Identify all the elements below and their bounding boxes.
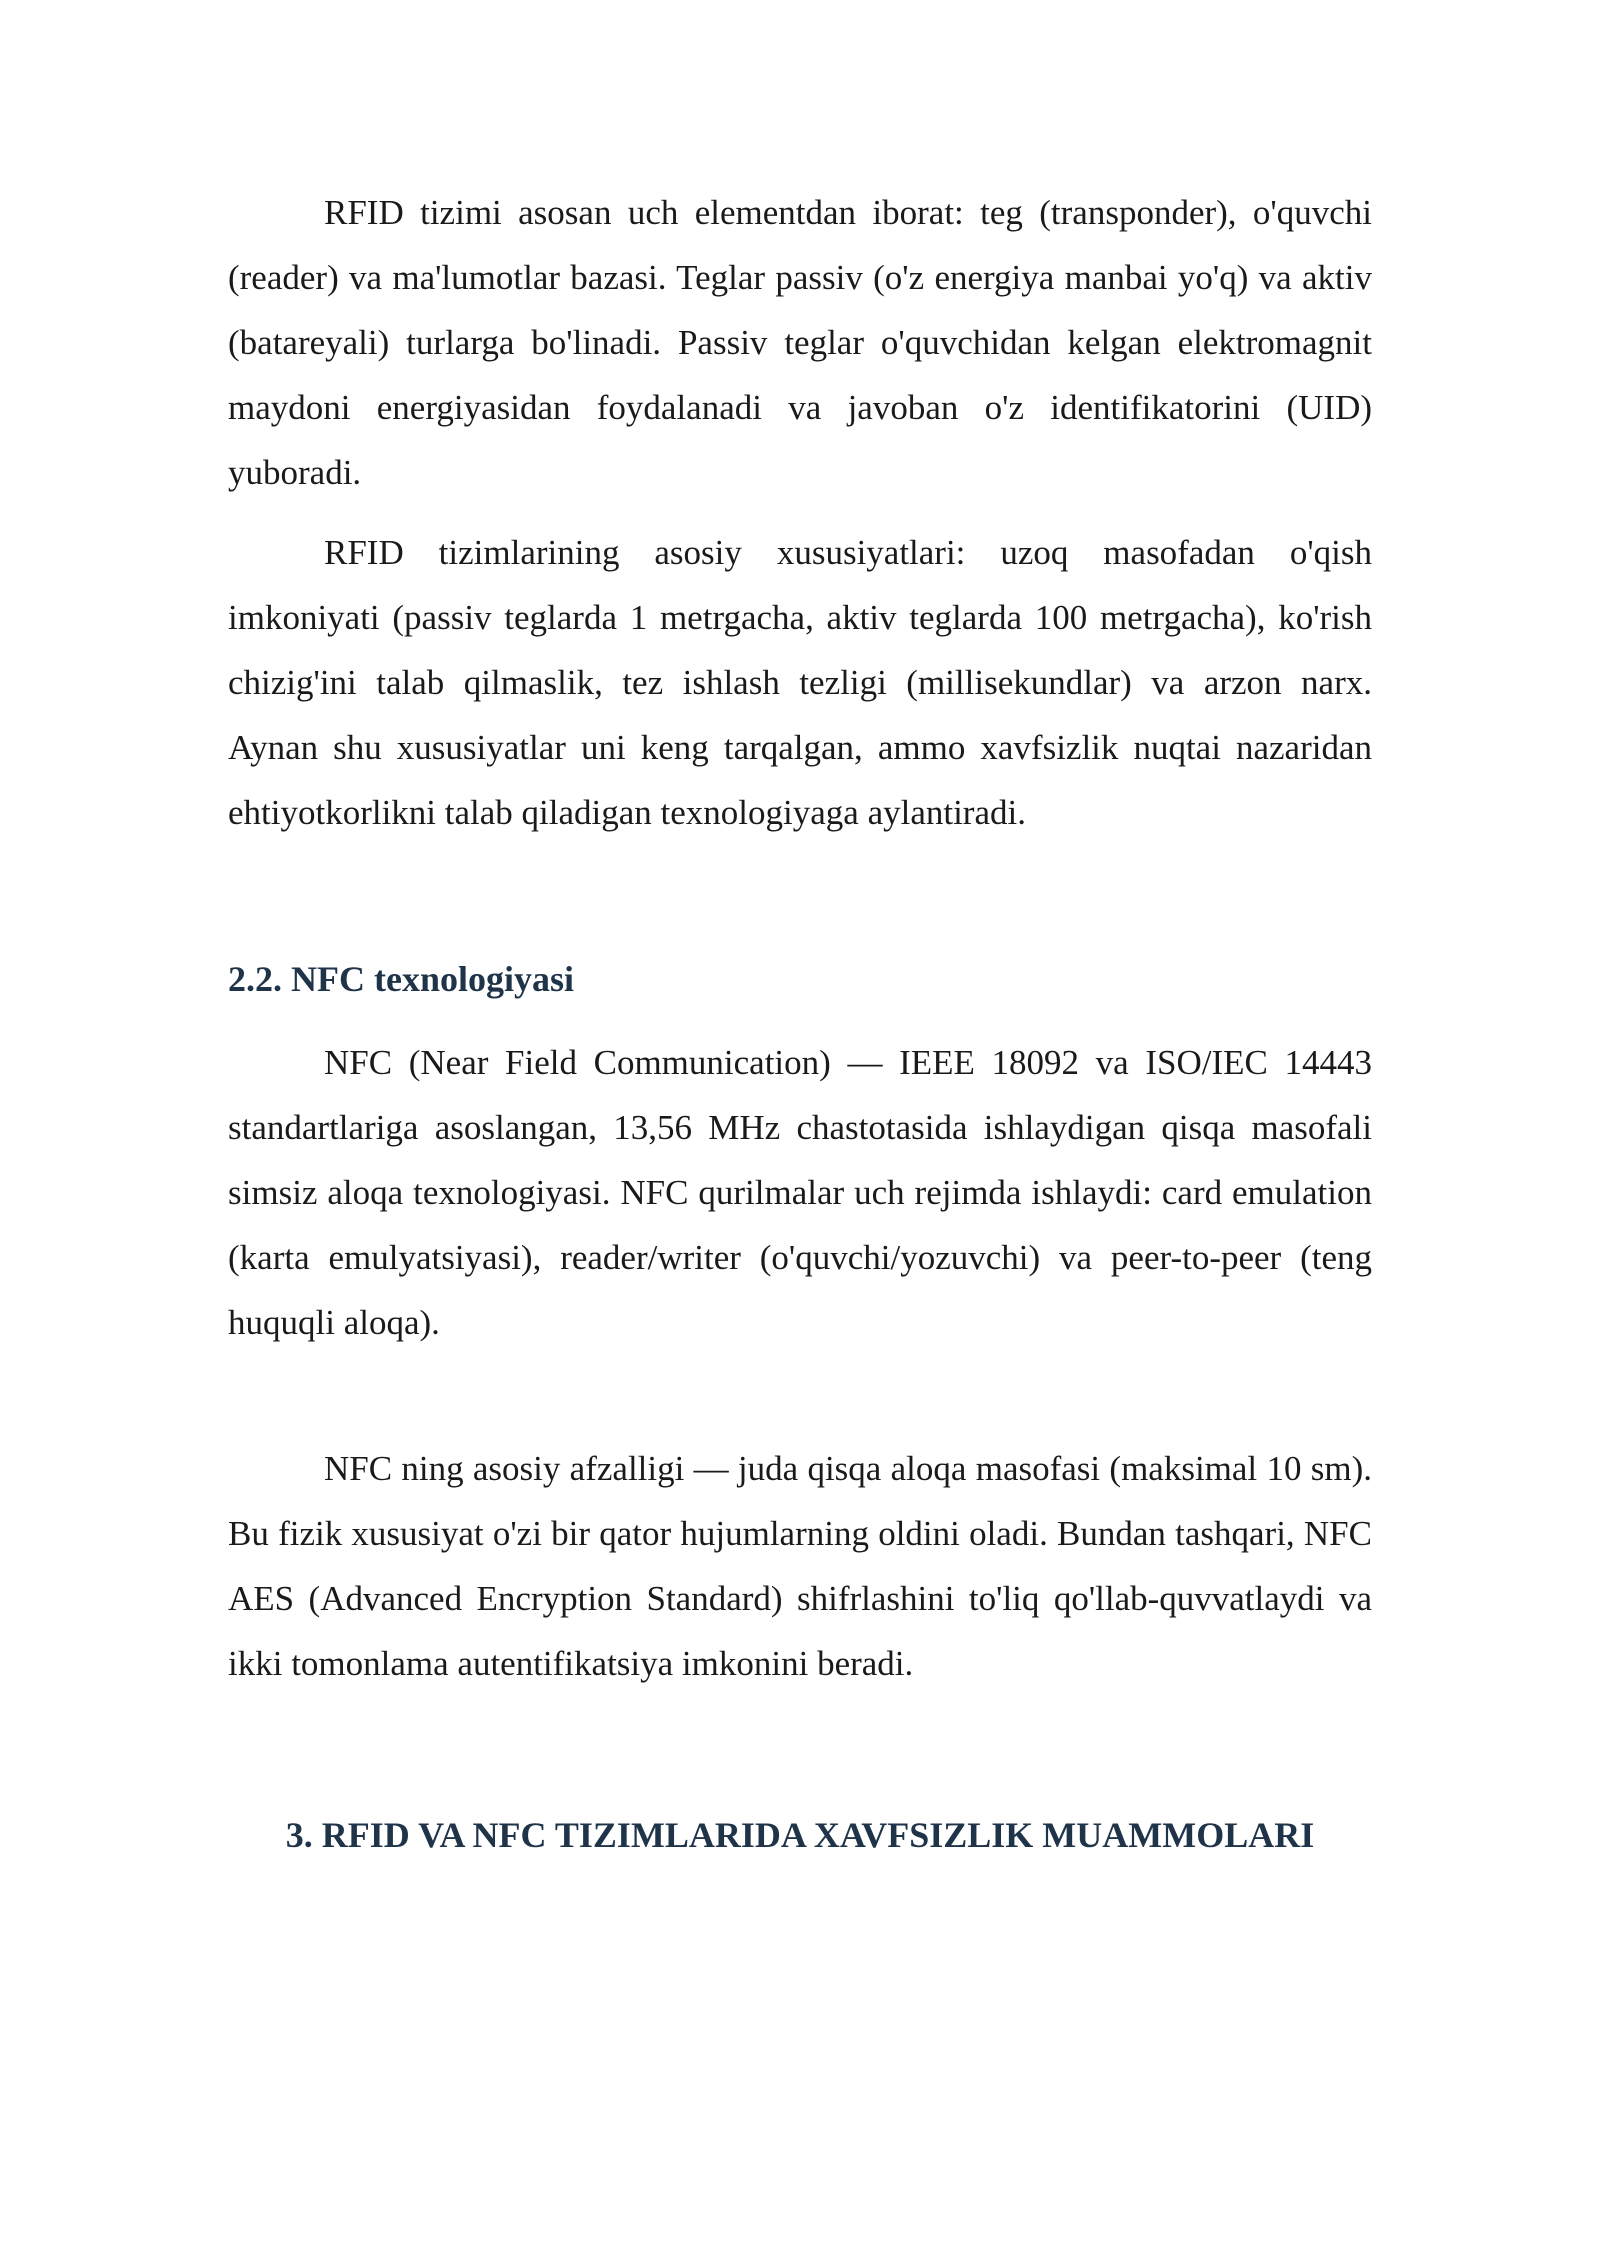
paragraph-rfid-elements: RFID tizimi asosan uch elementdan iborat: teg (transponder), o'quvchi (reader) va ma'lumotlar bazasi. Teglar passiv (o'z energiya manbai yo'q) va aktiv (batareyali) turlarga bo'linadi. Passiv teglar o'quvchidan kelgan elektromagnit maydoni energiyasidan foydalanadi va javoban o'z identifikatorini (UID) yuboradi.: [228, 193, 1372, 492]
section-heading-nfc: 2.2. NFC texnologiyasi: [228, 959, 574, 999]
paragraph-rfid-features: RFID tizimlarining asosiy xususiyatlari: uzoq masofadan o'qish imkoniyati (passiv teglarda 1 metrgacha, aktiv teglarda 100 metrgacha), ko'rish chizig'ini talab qilmaslik, tez ishlash tezligi (millisekundlar) va arzon narx. Aynan shu xususiyatlar uni keng tarqalgan, ammo xavfsizlik nuqtai nazaridan ehtiyotkorlikni talab qiladigan texnologiyaga aylantiradi.: [228, 533, 1372, 832]
paragraph-nfc-definition: NFC (Near Field Communication) — IEEE 18092 va ISO/IEC 14443 standartlariga asoslangan, 13,56 MHz chastotasida ishlaydigan qisqa masofali simsiz aloqa texnologiyasi. NFC qurilmalar uch rejimda ishlaydi: card emulation (karta emulyatsiyasi), reader/writer (o'quvchi/yozuvchi) va peer-to-peer (teng huquqli aloqa).: [228, 1043, 1372, 1342]
paragraph-nfc-advantages: NFC ning asosiy afzalligi — juda qisqa aloqa masofasi (maksimal 10 sm). Bu fizik xususiyat o'zi bir qator hujumlarning oldini oladi. Bundan tashqari, NFC AES (Advanced Encryption Standard) shifrlashini to'liq qo'llab-quvvatlaydi va ikki tomonlama autentifikatsiya imkonini beradi.: [228, 1449, 1372, 1683]
chapter-heading-security: 3. RFID VA NFC TIZIMLARIDA XAVFSIZLIK MUAMMOLARI: [285, 1815, 1315, 1855]
